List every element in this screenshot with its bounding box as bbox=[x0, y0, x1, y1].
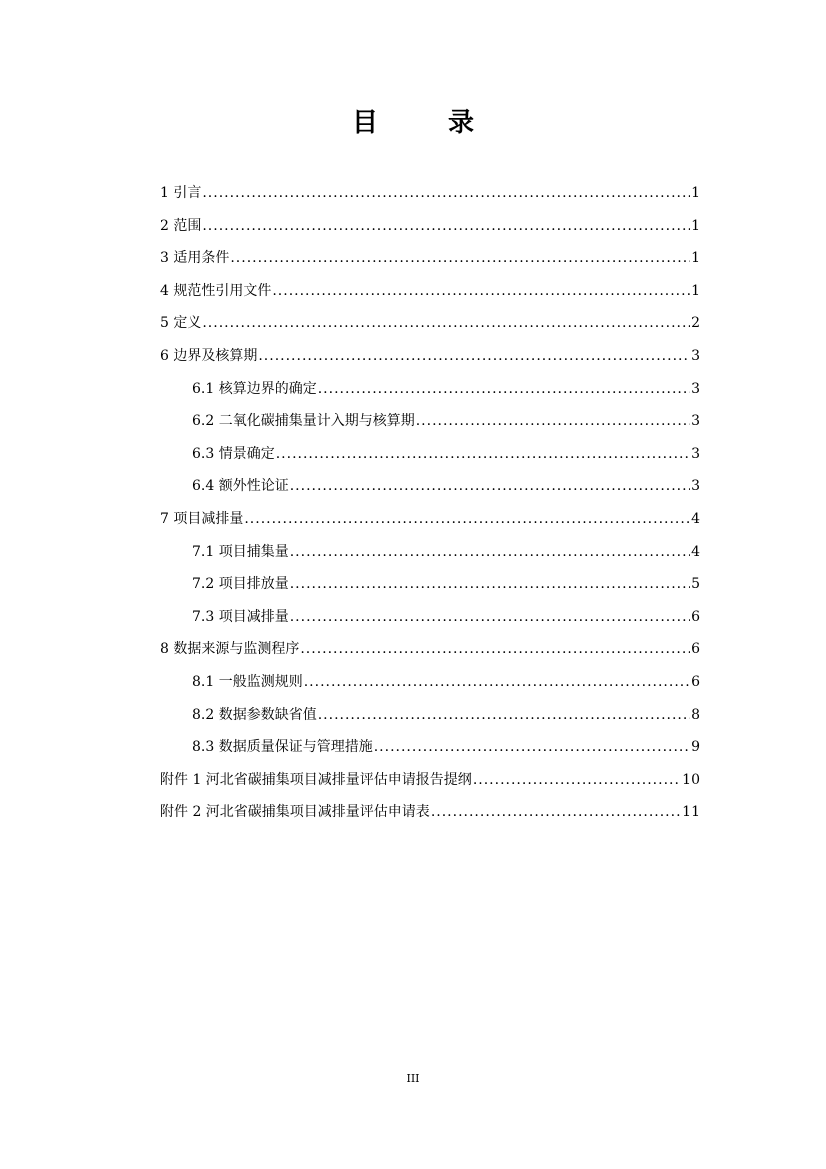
toc-entry-page: 1 bbox=[691, 282, 700, 299]
toc-leader-dots bbox=[300, 636, 690, 662]
toc-entry-page: 3 bbox=[691, 347, 700, 364]
toc-entry[interactable] bbox=[160, 376, 700, 409]
toc-entry[interactable] bbox=[160, 636, 700, 669]
toc-entry-page: 3 bbox=[691, 445, 700, 462]
toc-entry[interactable] bbox=[160, 310, 700, 343]
toc-entry-label: 8.1 一般监测规则 bbox=[192, 673, 303, 690]
toc-entry-label: 7.1 项目捕集量 bbox=[192, 543, 289, 560]
toc-entry-label: 2 范围 bbox=[160, 217, 202, 234]
toc-entry-page: 3 bbox=[691, 413, 700, 430]
toc-entry[interactable] bbox=[160, 408, 700, 441]
toc-entry[interactable] bbox=[160, 473, 700, 506]
toc-leader-dots bbox=[258, 343, 690, 369]
toc-entry-label: 附件 1 河北省碳捕集项目减排量评估申请报告提纲 bbox=[160, 771, 472, 788]
toc-entry-label: 7.2 项目排放量 bbox=[192, 576, 289, 593]
toc-entry[interactable] bbox=[160, 669, 700, 702]
toc-entry-page: 8 bbox=[691, 706, 700, 723]
toc-entry-page: 1 bbox=[691, 217, 700, 234]
table-of-contents bbox=[160, 180, 700, 832]
toc-entry-label: 8.2 数据参数缺省值 bbox=[192, 706, 317, 723]
toc-leader-dots bbox=[318, 376, 690, 402]
toc-entry[interactable] bbox=[160, 799, 700, 832]
toc-leader-dots bbox=[290, 473, 690, 499]
toc-entry-page: 6 bbox=[691, 641, 700, 658]
toc-leader-dots bbox=[230, 245, 690, 271]
toc-entry-page: 5 bbox=[691, 576, 700, 593]
toc-leader-dots bbox=[473, 767, 681, 793]
toc-leader-dots bbox=[290, 539, 690, 565]
toc-entry-page: 11 bbox=[682, 804, 700, 821]
toc-entry[interactable] bbox=[160, 180, 700, 213]
toc-entry-page: 2 bbox=[691, 315, 700, 332]
toc-entry-page: 3 bbox=[691, 478, 700, 495]
toc-leader-dots bbox=[272, 278, 690, 304]
toc-entry[interactable] bbox=[160, 702, 700, 735]
toc-entry[interactable] bbox=[160, 734, 700, 767]
toc-entry[interactable] bbox=[160, 441, 700, 474]
toc-entry-page: 4 bbox=[691, 510, 700, 527]
toc-entry-label: 6 边界及核算期 bbox=[160, 347, 258, 364]
page-number: III bbox=[406, 1072, 420, 1085]
toc-entry-label: 附件 2 河北省碳捕集项目减排量评估申请表 bbox=[160, 804, 430, 821]
toc-leader-dots bbox=[290, 571, 690, 597]
toc-entry-label: 6.2 二氧化碳捕集量计入期与核算期 bbox=[192, 413, 415, 430]
toc-entry-page: 9 bbox=[691, 739, 700, 756]
page-title: 目 录 bbox=[351, 108, 496, 138]
toc-entry-label: 6.1 核算边界的确定 bbox=[192, 380, 317, 397]
toc-entry-page: 3 bbox=[691, 380, 700, 397]
toc-entry[interactable] bbox=[160, 767, 700, 800]
toc-entry[interactable] bbox=[160, 604, 700, 637]
toc-leader-dots bbox=[416, 408, 690, 434]
toc-entry-label: 8 数据来源与监测程序 bbox=[160, 641, 300, 658]
toc-entry-label: 8.3 数据质量保证与管理措施 bbox=[192, 739, 373, 756]
toc-leader-dots bbox=[276, 441, 690, 467]
toc-entry[interactable] bbox=[160, 213, 700, 246]
toc-entry-label: 6.4 额外性论证 bbox=[192, 478, 289, 495]
toc-leader-dots bbox=[290, 604, 690, 630]
toc-leader-dots bbox=[244, 506, 690, 532]
toc-leader-dots bbox=[202, 213, 690, 239]
toc-entry[interactable] bbox=[160, 343, 700, 376]
toc-entry-page: 1 bbox=[691, 185, 700, 201]
toc-entry-label: 4 规范性引用文件 bbox=[160, 282, 272, 299]
toc-entry-page: 6 bbox=[691, 673, 700, 690]
toc-entry[interactable] bbox=[160, 278, 700, 311]
toc-entry-page: 1 bbox=[691, 250, 700, 267]
toc-entry-page: 6 bbox=[691, 608, 700, 625]
toc-leader-dots bbox=[431, 799, 681, 825]
toc-entry-label: 7 项目减排量 bbox=[160, 510, 244, 527]
toc-leader-dots bbox=[318, 702, 690, 728]
toc-leader-dots bbox=[374, 734, 690, 760]
toc-entry-label: 6.3 情景确定 bbox=[192, 445, 275, 462]
toc-entry[interactable] bbox=[160, 571, 700, 604]
toc-entry-label: 3 适用条件 bbox=[160, 250, 230, 267]
toc-entry-label: 7.3 项目减排量 bbox=[192, 608, 289, 625]
toc-entry-page: 4 bbox=[691, 543, 700, 560]
toc-entry-label: 1 引言 bbox=[160, 185, 202, 201]
toc-leader-dots bbox=[202, 310, 690, 336]
toc-leader-dots bbox=[304, 669, 690, 695]
toc-entry-label: 5 定义 bbox=[160, 315, 202, 332]
toc-entry[interactable] bbox=[160, 539, 700, 572]
toc-leader-dots bbox=[202, 180, 690, 206]
toc-entry[interactable] bbox=[160, 506, 700, 539]
toc-entry[interactable] bbox=[160, 245, 700, 278]
toc-entry-page: 10 bbox=[682, 771, 700, 788]
